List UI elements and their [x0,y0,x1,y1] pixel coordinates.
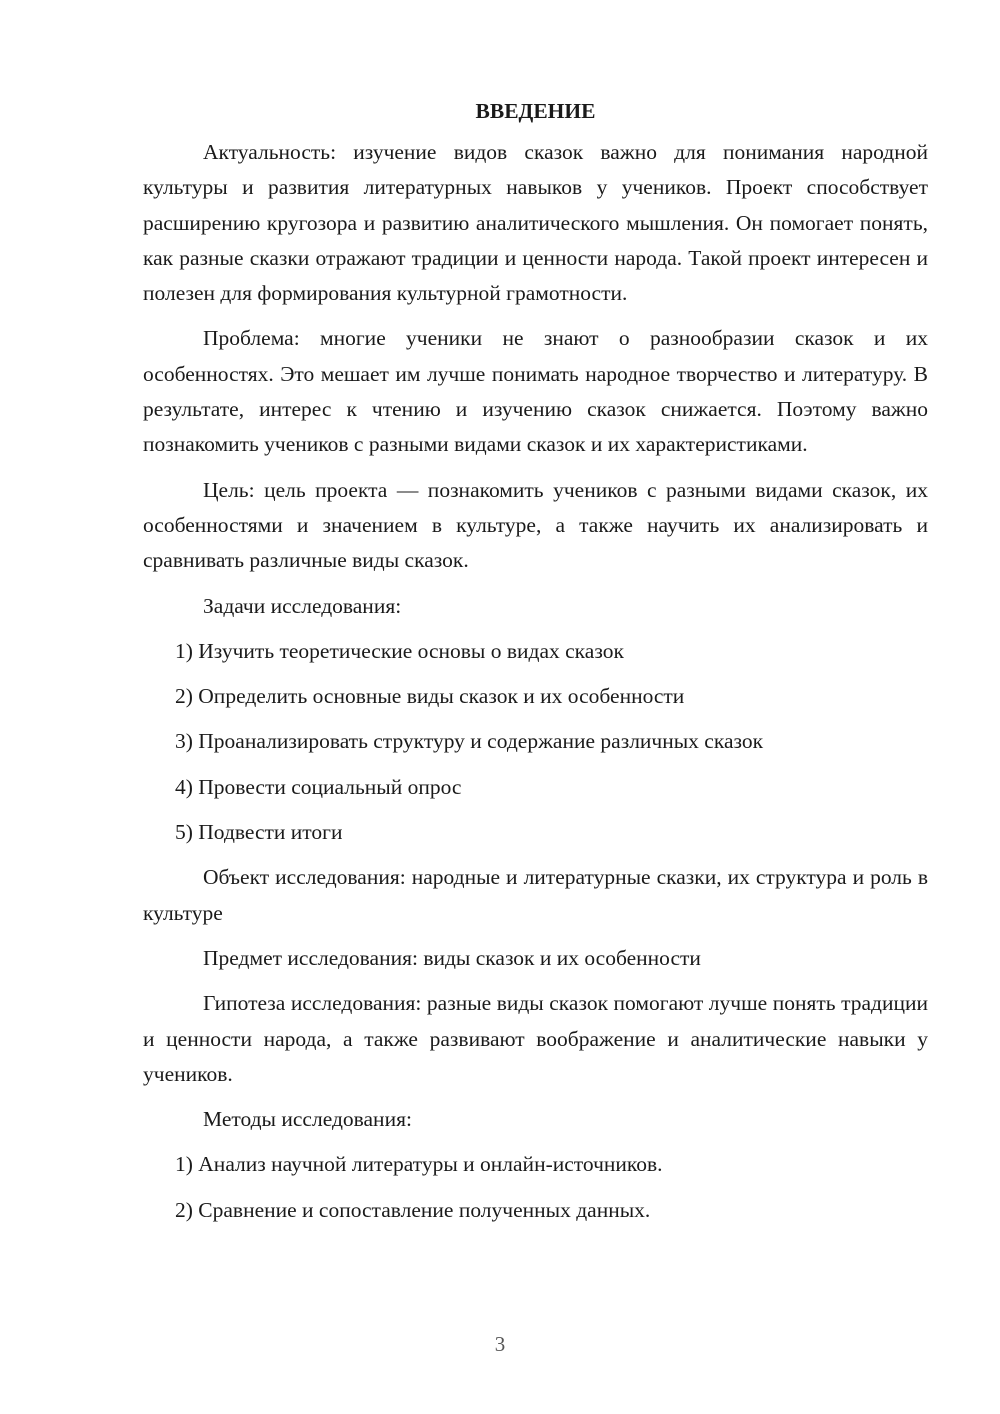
task-item: 2) Определить основные виды сказок и их особенности [175,684,685,709]
method-item: 2) Сравнение и сопоставление полученных данных. [175,1197,651,1222]
method-item: 1) Анализ научной литературы и онлайн-источников. [175,1152,663,1177]
subject-paragraph: Предмет исследования: виды сказок и их особенности [203,945,701,970]
page-number: 3 [494,1332,506,1356]
relevance-paragraph: Актуальность: изучение видов сказок важно для понимания народной культуры и развития литературных навыков у учеников. Проект способствует расширению кругозора и развитию аналитического мышления. Он помогает понять, как разные сказки отражают традиции и ценности народа. Такой проект интересен и полезен для формирования культурной грамотности. [143,140,928,306]
task-item: 1) Изучить теоретические основы о видах сказок [175,638,624,663]
goal-paragraph: Цель: цель проекта — познакомить учеников с разными видами сказок, их особенностями и значением в культуре, а также научить их анализировать и сравнивать различные виды сказок. [143,477,928,573]
problem-paragraph: Проблема: многие ученики не знают о разнообразии сказок и их особенностях. Это мешает им лучше понимать народное творчество и литературу. В результате, интерес к чтению и изучению сказок снижается. Поэтому важно познакомить учеников с разными видами сказок и их характеристиками. [143,326,928,457]
task-item: 4) Провести социальный опрос [175,774,462,799]
tasks-list [143,634,928,850]
hypothesis-paragraph: Гипотеза исследования: разные виды сказок помогают лучше понять традиции и ценности народа, а также развивают воображение и аналитические навыки у учеников. [143,991,928,1086]
task-item: 3) Проанализировать структуру и содержание различных сказок [175,729,764,754]
tasks-label: Задачи исследования: [203,593,402,618]
methods-list [143,1147,928,1228]
section-title: ВВЕДЕНИЕ [475,99,596,123]
methods-label: Методы исследования: [203,1107,412,1132]
task-item: 5) Подвести итоги [175,820,343,845]
document-page [143,96,928,1238]
object-paragraph: Объект исследования: народные и литературные сказки, их структура и роль в культуре [143,865,928,925]
